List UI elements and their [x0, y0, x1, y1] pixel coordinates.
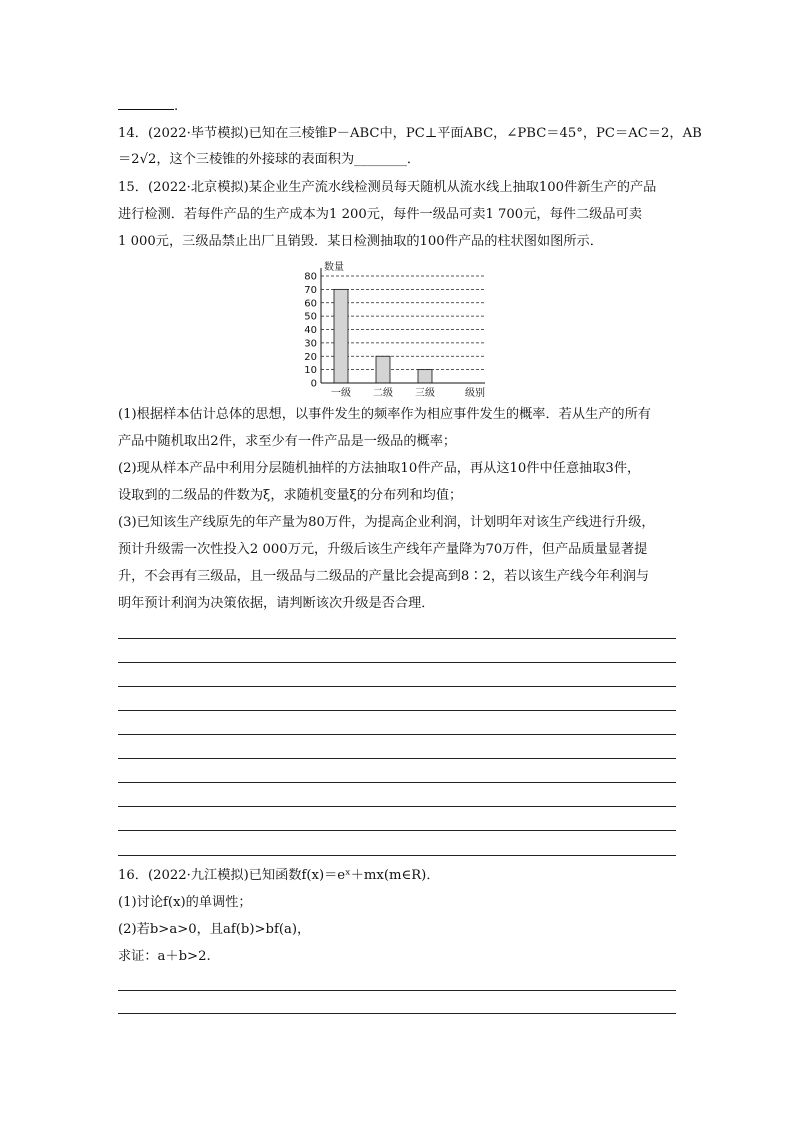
q15-part-2-line-2: 设取到的二级品的件数为ξ，求随机变量ξ的分布列和均值； [118, 488, 463, 503]
x-tick-label: 三级 [415, 388, 435, 399]
q15-intro-line-1: 15．(2022·北京模拟)某企业生产流水线检测员每天随机从流水线上抽取100件新生产的产品 [118, 180, 657, 195]
q16-line-4: 求证：a＋b>2. [118, 949, 211, 964]
q16-line-3: (2)若b>a>0，且af(b)>bf(a)， [118, 922, 311, 937]
answer-rule[interactable] [118, 782, 676, 783]
q15-part-1-line-2: 产品中随机取出2件，求至少有一件产品是一级品的概率； [118, 434, 457, 449]
q15-intro-line-2: 进行检测．若每件产品的生产成本为1 200元，每件一级品可卖1 700元，每件二级品可卖 [118, 207, 642, 222]
q15-part-3-line-2: 预计升级需一次性投入2 000万元，升级后该生产线年产量降为70万件，但产品质量显著提 [118, 542, 648, 557]
bar-chart [285, 258, 495, 400]
y-tick-label: 20 [304, 351, 317, 363]
answer-rule[interactable] [118, 638, 676, 639]
answer-blank-line [118, 97, 178, 117]
q15-part-3-line-3: 升，不会再有三级品，且一级品与二级品的产量比会提高到8∶2，若以该生产线今年利润与 [118, 569, 650, 584]
x-axis-label: 级别 [465, 388, 485, 399]
bar-3 [418, 370, 432, 383]
q15-part-3-line-1: (3)已知该生产线原先的年产量为80万件，为提高企业利润，计划明年对该生产线进行升级， [118, 515, 655, 530]
q15-intro-line-3: 1 000元，三级品禁止出厂且销毁．某日检测抽取的100件产品的柱状图如图所示． [118, 234, 603, 249]
q14-line-2: ＝2√2，这个三棱锥的外接球的表面积为________． [118, 152, 421, 167]
answer-rule[interactable] [118, 1013, 676, 1014]
y-tick-label: 70 [304, 284, 317, 296]
chart-x-labels [331, 387, 435, 399]
y-tick-label: 30 [304, 338, 317, 350]
answer-rule[interactable] [118, 758, 676, 759]
answer-rule[interactable] [118, 990, 676, 991]
bar-1 [334, 289, 348, 383]
y-axis-label: 数量 [324, 262, 344, 273]
q15-part-2-line-1: (2)现从样本产品中利用分层随机抽样的方法抽取10件产品，再从这10件中任意抽取3件， [118, 461, 641, 476]
y-tick-label: 40 [304, 325, 317, 336]
y-tick-label: 50 [304, 311, 317, 323]
x-tick-label: 二级 [373, 388, 393, 399]
answer-rule[interactable] [118, 734, 676, 735]
q14-line-1: 14．(2022·毕节模拟)已知在三棱锥P－ABC中，PC⊥平面ABC，∠PBC＝45°，PC＝AC＝2，AB [118, 126, 702, 141]
q16-line-1: 16．(2022·九江模拟)已知函数f(x)＝eˣ＋mx(m∈R)． [118, 868, 440, 883]
y-tick-label: 0 [310, 378, 317, 390]
q15-part-1-line-1: (1)根据样本估计总体的思想，以事件发生的频率作为相应事件发生的概率．若从生产的所有 [118, 407, 651, 422]
blank-period: . [174, 99, 179, 114]
y-tick-label: 10 [304, 365, 317, 377]
answer-rule[interactable] [118, 710, 676, 711]
y-tick-label: 60 [304, 298, 317, 310]
answer-rule[interactable] [118, 855, 676, 856]
x-tick-label: 一级 [331, 388, 351, 399]
answer-rule[interactable] [118, 686, 676, 687]
answer-rule[interactable] [118, 830, 676, 831]
answer-rule[interactable] [118, 806, 676, 807]
answer-blank [118, 97, 174, 110]
q16-line-2: (1)讨论f(x)的单调性； [118, 895, 252, 910]
q15-part-3-line-4: 明年预计利润为决策依据，请判断该次升级是否合理． [118, 596, 435, 611]
answer-rule[interactable] [118, 662, 676, 663]
chart-y-ticks [304, 272, 317, 390]
bar-2 [376, 356, 390, 383]
chart-bars [334, 289, 432, 383]
y-tick-label: 80 [304, 271, 317, 283]
